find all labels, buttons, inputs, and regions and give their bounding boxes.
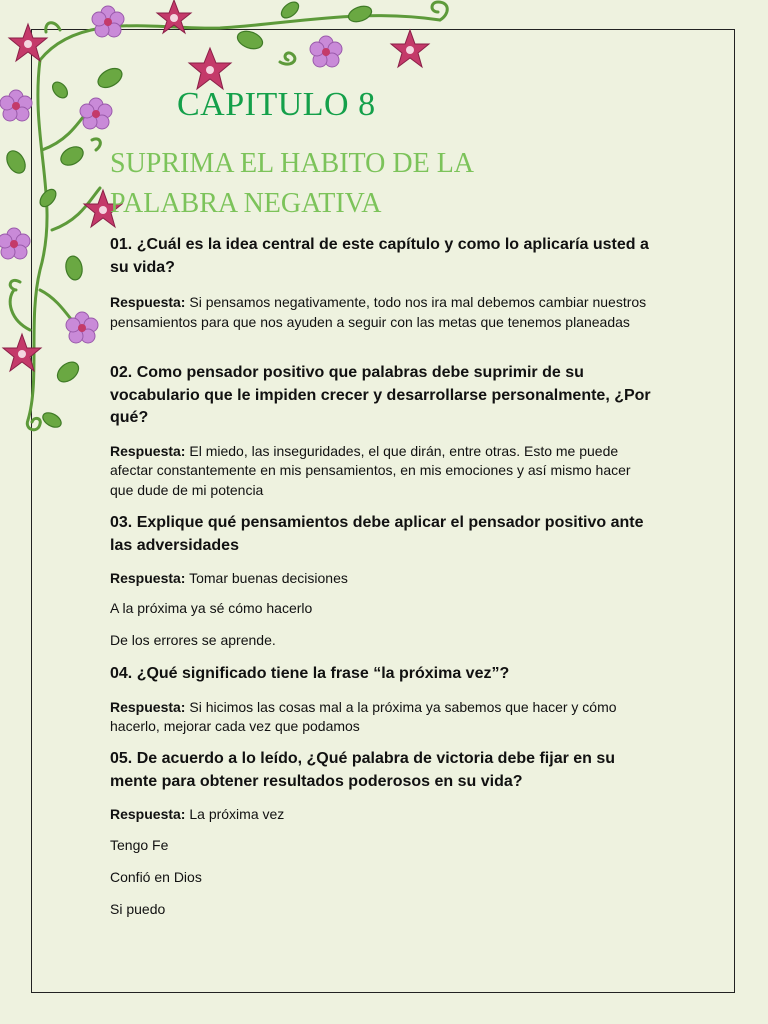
question-block-3 <box>110 512 655 589</box>
question-text: 01. ¿Cuál es la idea central de este capítulo y como lo aplicaría usted a su vida? <box>110 236 649 276</box>
answer-text <box>110 293 655 332</box>
question-block-2 <box>110 362 655 500</box>
question-text: 02. Como pensador positivo que palabras debe suprimir de su vocabulario que le impiden crecer y desarrollarse personalmente, ¿Por qué? <box>110 364 651 426</box>
question-text: 03. Explique qué pensamientos debe aplicar el pensador positivo ante las adversidades <box>110 514 644 554</box>
question-block-4 <box>110 663 655 737</box>
chapter-title: CAPITULO 8 <box>177 86 376 123</box>
question-text: 04. ¿Qué significado tiene la frase “la próxima vez”? <box>110 665 510 682</box>
answer-label: Respuesta: <box>110 294 186 310</box>
question-block-1 <box>110 234 655 332</box>
answer-label: Respuesta: <box>110 570 186 586</box>
answer-extra-line: Tengo Fe <box>110 837 169 853</box>
answer-body: El miedo, las inseguridades, el que dirán, entre otras. Esto me puede afectar constantemente en mis pensamientos, en mis emociones y así mismo hacer que dude de mi potencia <box>110 442 631 498</box>
answer-body: Tomar buenas decisiones <box>189 570 348 586</box>
answer-text <box>110 442 655 501</box>
answer-body: Si pensamos negativamente, todo nos ira mal debemos cambiar nuestros pensamientos para que nos ayuden a seguir con las metas que tenemos planeadas <box>110 294 647 330</box>
answer-extra-line: Confió en Dios <box>110 869 202 885</box>
answer-text <box>110 805 655 825</box>
question-text: 05. De acuerdo a lo leído, ¿Qué palabra de victoria debe fijar en su mente para obtener resultados poderosos en su vida? <box>110 750 616 790</box>
answer-label: Respuesta: <box>110 698 186 715</box>
chapter-subtitle: SUPRIMA EL HABITO DE LA PALABRA NEGATIVA <box>110 148 473 219</box>
answer-label: Respuesta: <box>110 442 186 459</box>
answer-extra-line: De los errores se aprende. <box>110 632 276 648</box>
answer-body: La próxima vez <box>189 806 285 822</box>
answer-label: Respuesta: <box>110 806 186 822</box>
answer-extra-line: Si puedo <box>110 901 166 917</box>
answer-text <box>110 698 655 737</box>
answer-extra-line: A la próxima ya sé cómo hacerlo <box>110 600 313 616</box>
answer-body: Si hicimos las cosas mal a la próxima ya sabemos que hacer y cómo hacerlo, mejorar cada vez que podamos <box>110 698 617 734</box>
answer-text <box>110 569 655 589</box>
question-block-5 <box>110 748 655 825</box>
